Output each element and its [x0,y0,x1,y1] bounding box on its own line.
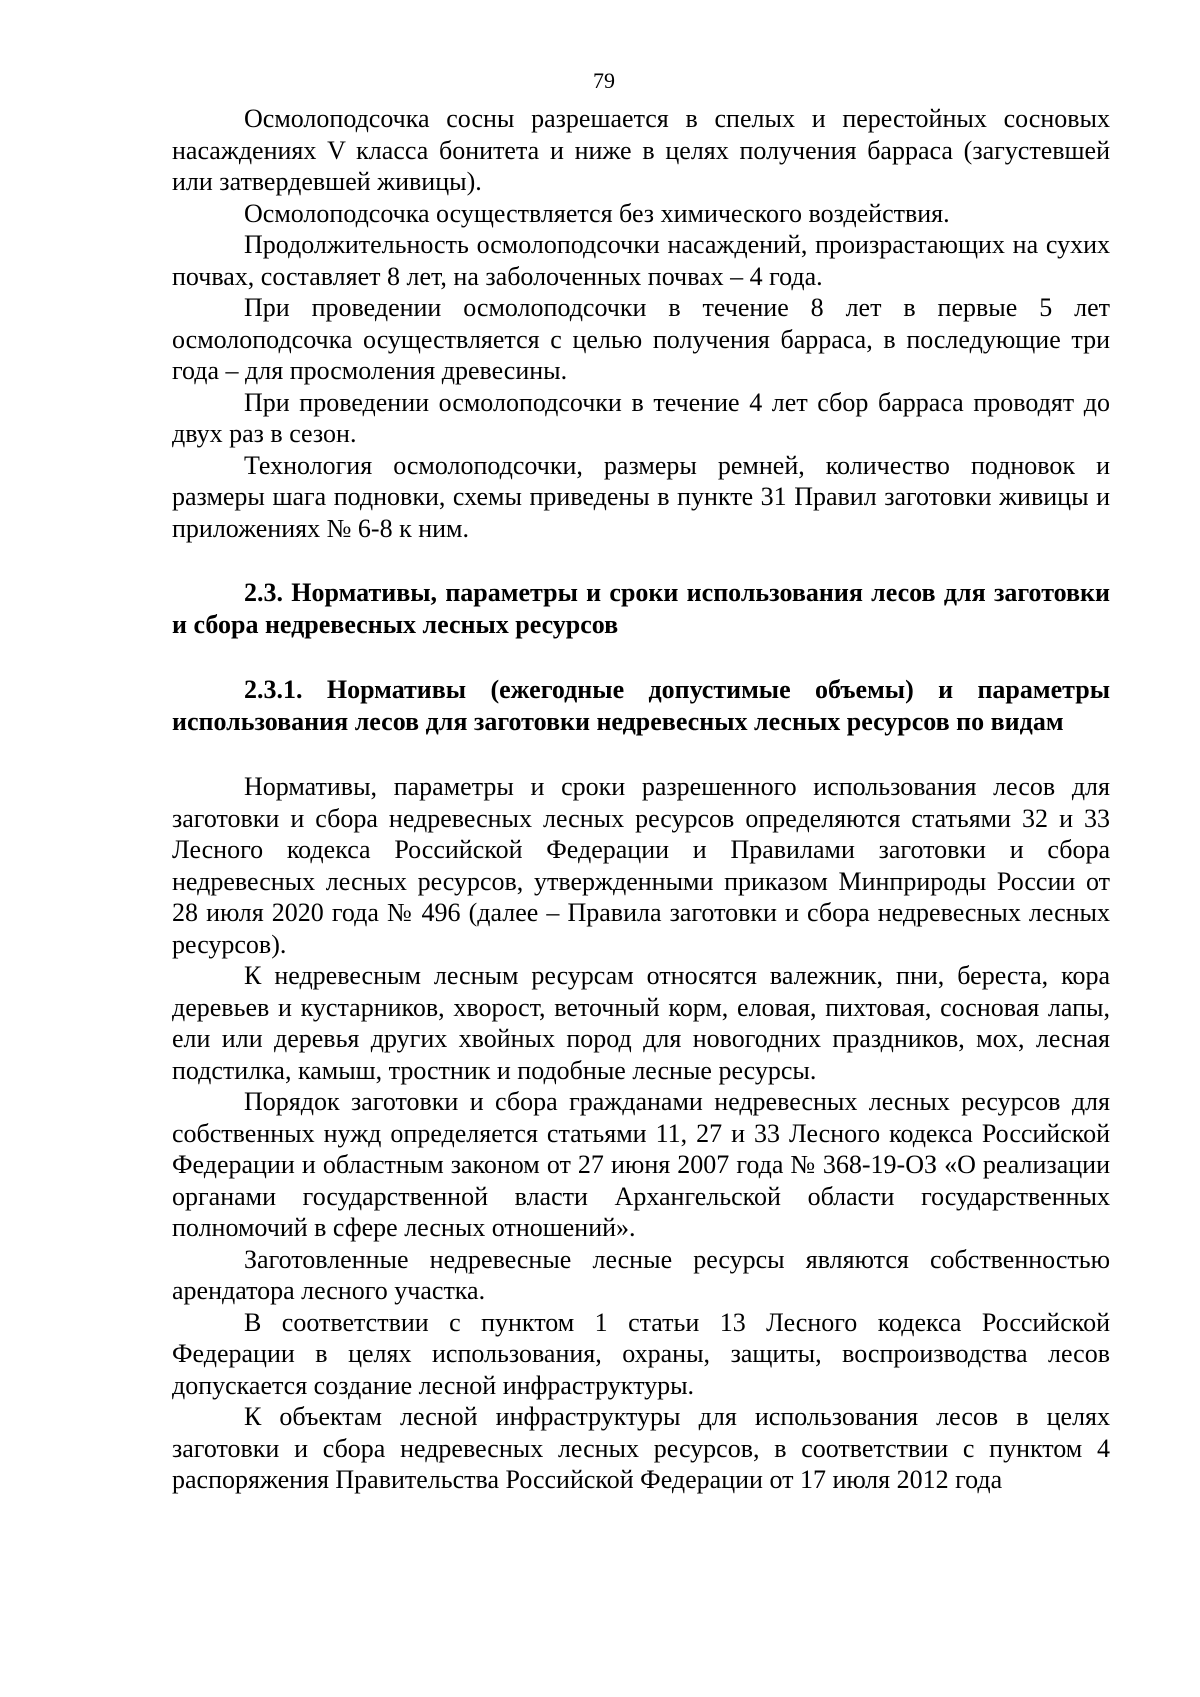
body-text-block [172,771,1110,1496]
section-heading: 2.3. Нормативы, параметры и сроки использования лесов для заготовки и сбора недревесных лесных ресурсов [172,578,1110,639]
paragraph: В соответствии с пунктом 1 статьи 13 Лесного кодекса Российской Федерации в целях использования, охраны, защиты, воспроизводства лесов допускается создание лесной инфраструктуры. [172,1307,1110,1400]
paragraph: Технология осмолоподсочки, размеры ремней, количество подновок и размеры шага подновки, схемы приведены в пункте 31 Правил заготовки живицы и приложениях № 6-8 к ним. [172,450,1110,543]
paragraph: К недревесным лесным ресурсам относятся валежник, пни, береста, кора деревьев и кустарников, хворост, веточный корм, еловая, пихтовая, сосновая лапы, ели или деревья других хвойных пород для новогодних праздников, мох, лесная подстилка, камыш, тростник и подобные лесные ресурсы. [172,961,1110,1085]
paragraph: Порядок заготовки и сбора гражданами недревесных лесных ресурсов для собственных нужд определяется статьями 11, 27 и 33 Лесного кодекса Российской Федерации и областным законом от 27 июня 2007 года № 368-19-ОЗ «О реализации органами государственной власти Архангельской области государственных полномочий в сфере лесных отношений». [172,1087,1110,1242]
paragraph: Осмолоподсочка сосны разрешается в спелых и перестойных сосновых насаждениях V класса бонитета и ниже в целях получения барраса (загустевшей или затвердевшей живицы). [172,104,1110,196]
top-text-block [172,103,1110,544]
paragraph: При проведении осмолоподсочки в течение 8 лет в первые 5 лет осмолоподсочка осуществляется с целью получения барраса, в последующие три года – для просмоления древесины. [172,293,1110,385]
paragraph: К объектам лесной инфраструктуры для использования лесов в целях заготовки и сбора недревесных лесных ресурсов, в соответствии с пунктом 4 распоряжения Правительства Российской Федерации от 17 июля 2012 года [172,1402,1110,1494]
paragraph: При проведении осмолоподсочки в течение 4 лет сбор барраса проводят до двух раз в сезон. [172,387,1110,448]
paragraph: Заготовленные недревесные лесные ресурсы являются собственностью арендатора лесного участка. [172,1244,1110,1305]
paragraph: Осмолоподсочка осуществляется без химического воздействия. [244,198,950,228]
paragraph: Продолжительность осмолоподсочки насаждений, произрастающих на сухих почвах, составляет 8 лет, на заболоченных почвах – 4 года. [172,230,1110,291]
page-number: 79 [593,68,615,93]
subsection-heading: 2.3.1. Нормативы (ежегодные допустимые объемы) и параметры использования лесов для заготовки недревесных лесных ресурсов по видам [172,675,1110,736]
paragraph: Нормативы, параметры и сроки разрешенного использования лесов для заготовки и сбора недревесных лесных ресурсов определяются статьями 32 и 33 Лесного кодекса Российской Федерации и Правилами заготовки и сбора недревесных лесных ресурсов, утвержденными приказом Минприроды России от 28 июля 2020 года № 496 (далее – Правила заготовки и сбора недревесных лесных ресурсов). [172,772,1110,959]
